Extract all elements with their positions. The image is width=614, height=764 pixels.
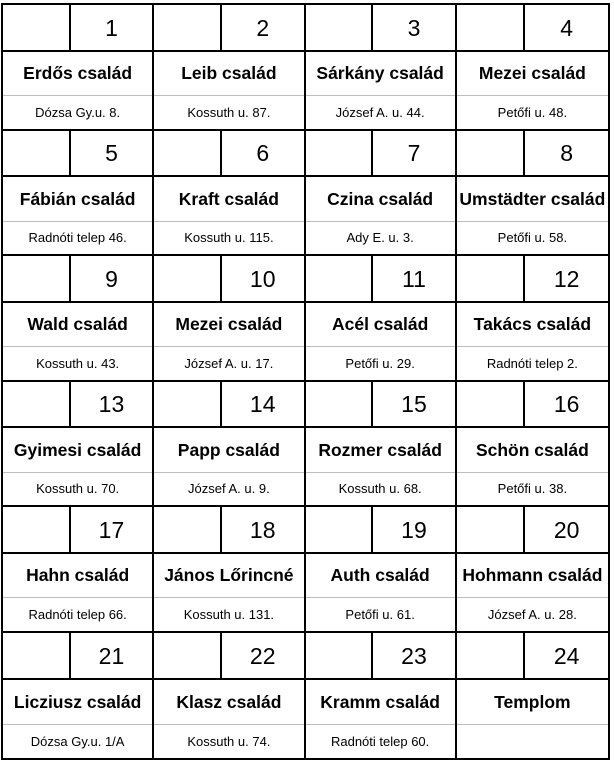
- card-number: 14: [220, 382, 304, 429]
- card: [306, 633, 457, 759]
- card-name: Umstädter család: [457, 177, 608, 221]
- card-address: Radnóti telep 2.: [486, 355, 578, 371]
- card-name: Mezei család: [154, 303, 303, 347]
- card-name: Licziusz család: [3, 680, 152, 725]
- card-number: 19: [371, 507, 455, 554]
- card-number: 5: [69, 131, 153, 178]
- card-address: Dózsa Gy.u. 8.: [35, 104, 121, 120]
- card-address: Radnóti telep 60.: [330, 734, 430, 750]
- card-number: 7: [371, 131, 455, 178]
- card-number: 20: [523, 507, 608, 554]
- card-address: Dózsa Gy.u. 1/A: [30, 734, 125, 750]
- card-address: József A. u. 17.: [184, 355, 274, 371]
- card-name: Papp család: [154, 428, 303, 472]
- card-number: 4: [523, 5, 608, 52]
- card: [3, 131, 154, 257]
- card-name: Takács család: [457, 303, 608, 347]
- card-number: 17: [69, 507, 153, 554]
- card-address: Petőfi u. 61.: [345, 606, 415, 622]
- card-number: 21: [69, 633, 153, 681]
- card-address: József A. u. 28.: [487, 606, 577, 622]
- card-name: Templom: [457, 680, 608, 725]
- card-number: 23: [371, 633, 455, 681]
- card-number: 13: [69, 382, 153, 429]
- card-name: Kraft család: [154, 177, 303, 221]
- card-address: [457, 725, 608, 758]
- card-address: József A. u. 44.: [335, 104, 425, 120]
- card-name: Acél család: [306, 303, 455, 347]
- card-name: Hahn család: [3, 554, 152, 598]
- card: [457, 5, 608, 131]
- card-name: Erdős család: [3, 52, 152, 96]
- card-number: 18: [220, 507, 304, 554]
- card-number: 2: [220, 5, 304, 52]
- card: [154, 131, 305, 257]
- card: [154, 382, 305, 508]
- card-address: Petőfi u. 48.: [497, 104, 568, 120]
- card: [457, 131, 608, 257]
- card-number: 3: [371, 5, 455, 52]
- card: [306, 131, 457, 257]
- card-address: Petőfi u. 58.: [497, 230, 568, 246]
- card-name: Leib család: [154, 52, 303, 96]
- card-name: Schön család: [457, 428, 608, 472]
- card-number: 10: [220, 256, 304, 303]
- card-address: József A. u. 9.: [188, 481, 270, 497]
- card-name: Auth család: [306, 554, 455, 598]
- card-address: Kossuth u. 87.: [187, 104, 271, 120]
- card-address: Kossuth u. 43.: [36, 355, 120, 371]
- card-address: Petőfi u. 38.: [497, 481, 568, 497]
- card: [306, 5, 457, 131]
- card-number: 12: [523, 256, 608, 303]
- card: [457, 507, 608, 633]
- card-name: Rozmer család: [306, 428, 455, 472]
- card: [3, 5, 154, 131]
- card-number: 16: [523, 382, 608, 429]
- card-address: Kossuth u. 68.: [338, 481, 422, 497]
- card-number: 8: [523, 131, 608, 178]
- card: [154, 5, 305, 131]
- card: [154, 633, 305, 759]
- card-address: Radnóti telep 46.: [28, 230, 127, 246]
- card-name: Czina család: [306, 177, 455, 221]
- card-address: Kossuth u. 70.: [36, 481, 120, 497]
- card-address: Kossuth u. 74.: [187, 734, 271, 750]
- card-name: Fábián család: [3, 177, 152, 221]
- card-number: 6: [220, 131, 304, 178]
- card-number: 9: [69, 256, 153, 303]
- card-name: János Lőrincné: [154, 554, 303, 598]
- card-name: Mezei család: [457, 52, 608, 96]
- card: [154, 507, 305, 633]
- card-name: Klasz család: [154, 680, 303, 725]
- card-number: 15: [371, 382, 455, 429]
- card-name: Kramm család: [306, 680, 455, 725]
- card: [457, 633, 608, 759]
- card-address: Petőfi u. 29.: [345, 355, 415, 371]
- card: [3, 633, 154, 759]
- card-number: 24: [523, 633, 608, 681]
- card: [3, 507, 154, 633]
- card-number: 11: [371, 256, 455, 303]
- card-address: Ady E. u. 3.: [346, 230, 414, 246]
- card: [3, 382, 154, 508]
- card: [306, 256, 457, 382]
- card: [3, 256, 154, 382]
- card-name: Sárkány család: [306, 52, 455, 96]
- card-name: Wald család: [3, 303, 152, 347]
- card-name: Gyimesi család: [3, 428, 152, 472]
- card-number: 22: [220, 633, 304, 681]
- card: [457, 256, 608, 382]
- card-name: Hohmann család: [457, 554, 608, 598]
- card-address: Radnóti telep 66.: [28, 606, 127, 622]
- card: [457, 382, 608, 508]
- card-number: 1: [69, 5, 153, 52]
- card: [306, 382, 457, 508]
- card: [306, 507, 457, 633]
- card-address: Kossuth u. 115.: [184, 230, 274, 246]
- card-address: Kossuth u. 131.: [183, 606, 275, 622]
- card: [154, 256, 305, 382]
- card-grid: [1, 3, 610, 760]
